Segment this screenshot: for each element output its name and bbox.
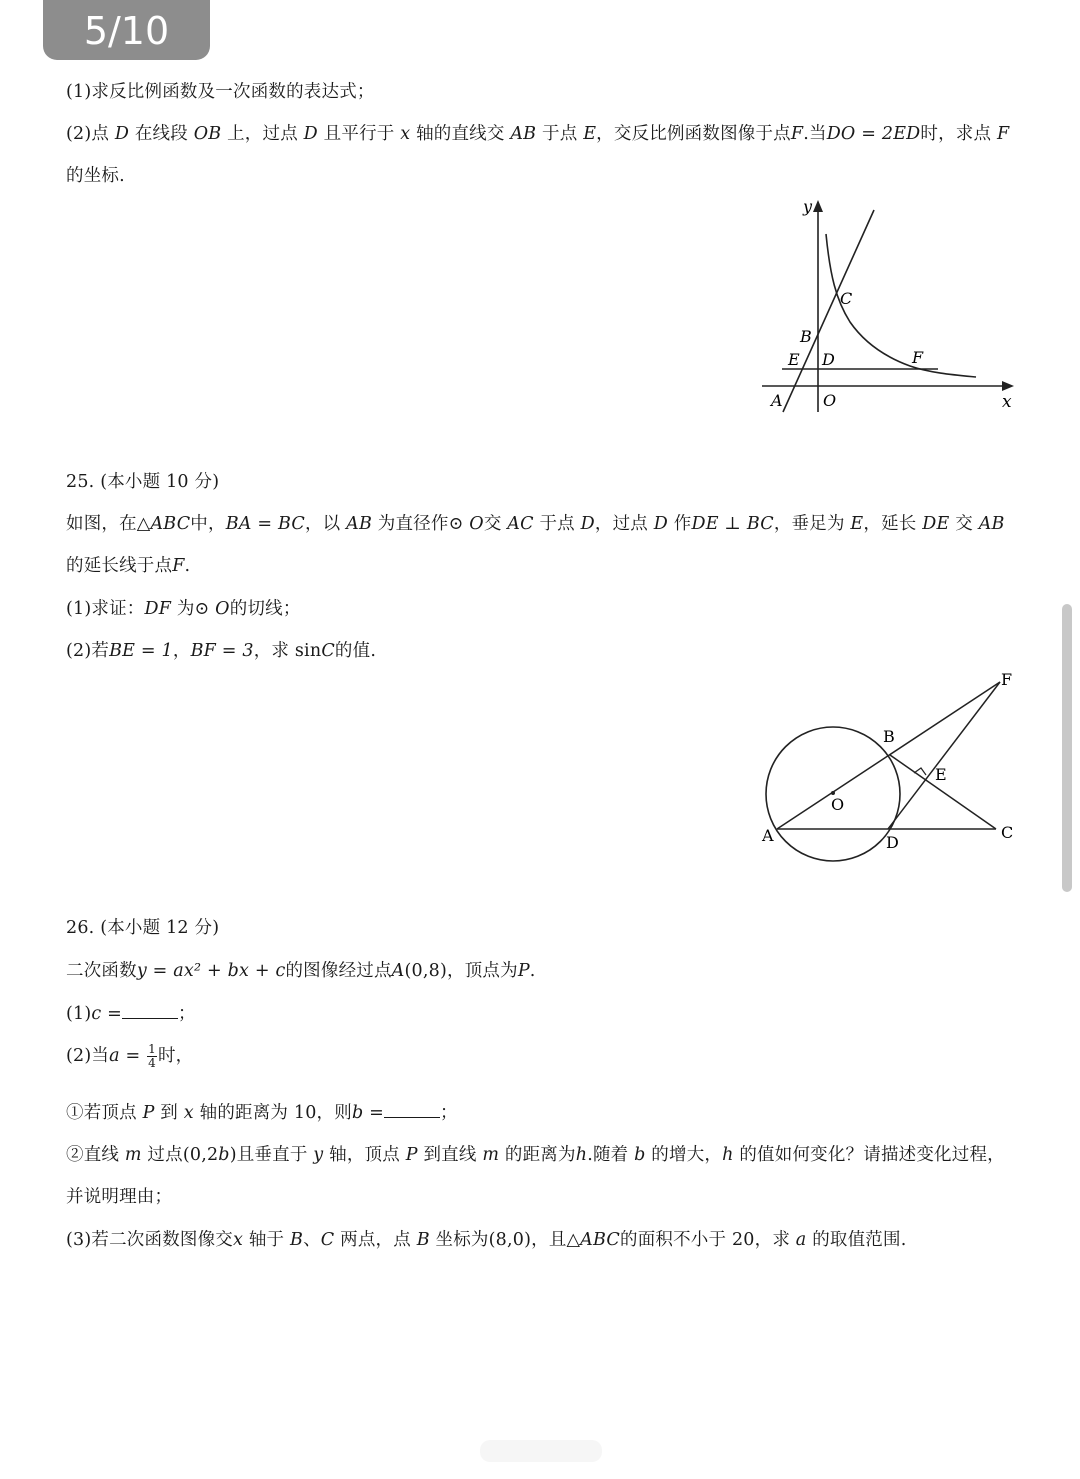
page-indicator: 5/10 xyxy=(43,0,210,60)
q26-stem: 二次函数y = ax² + bx + c的图像经过点A(0,8)，顶点为P. xyxy=(66,961,536,981)
label-c: C xyxy=(840,289,853,308)
label-a: A xyxy=(771,391,783,410)
label-e: E xyxy=(935,765,947,784)
q24-part1: (1)求反比例函数及一次函数的表达式； xyxy=(66,82,375,102)
line-ab xyxy=(783,210,874,412)
q25-part1: (1)求证：DF 为⊙ O的切线； xyxy=(66,599,301,619)
answer-blank-c xyxy=(122,1004,178,1019)
home-indicator xyxy=(480,1440,602,1462)
label-d: D xyxy=(822,350,835,369)
q25-stem-continued: 的延长线于点F. xyxy=(66,556,191,576)
right-angle-mark xyxy=(914,768,926,775)
label-f: F xyxy=(912,348,924,367)
q26-part3: (3)若二次函数图像交x 轴于 B、C 两点，点 B 坐标为(8,0)，且△ABC的面积不小于 20，求 a 的取值范围. xyxy=(66,1230,907,1250)
segment-af xyxy=(777,682,1000,829)
q26-header: 26. (本小题 12 分) xyxy=(66,918,220,938)
label-c: C xyxy=(1001,823,1014,842)
x-axis-arrow xyxy=(1002,381,1014,391)
label-d: D xyxy=(886,833,899,852)
label-e: E xyxy=(788,350,800,369)
q26-sub2-continued: 并说明理由； xyxy=(66,1187,173,1207)
q25-stem: 如图，在△ABC中，BA = BC，以 AB 为直径作⊙ O交 AC 于点 D，过点 D 作DE ⊥ BC，垂足为 E，延长 DE 交 AB xyxy=(66,514,1005,534)
q26-part1: (1)c = ； xyxy=(66,1004,196,1024)
answer-blank-b xyxy=(384,1103,440,1118)
label-o: O xyxy=(831,795,845,814)
label-b: B xyxy=(883,727,895,746)
q24-part2: (2)点 D 在线段 OB 上，过点 D 且平行于 x 轴的直线交 AB 于点 E，交反比例函数图像于点F.当DO = 2ED时，求点 F xyxy=(66,124,1010,144)
label-o: O xyxy=(823,391,837,410)
vertical-scrollbar[interactable] xyxy=(1062,604,1072,892)
label-x: x xyxy=(1002,392,1012,412)
label-b: B xyxy=(800,327,812,346)
segment-df xyxy=(888,682,1000,829)
label-y: y xyxy=(803,197,813,216)
q26-sub1: ①若顶点 P 到 x 轴的距离为 10，则b = ； xyxy=(66,1103,458,1123)
label-f: F xyxy=(1001,670,1013,689)
q25-part2: (2)若BE = 1，BF = 3，求 sinC的值. xyxy=(66,641,377,661)
label-a: A xyxy=(762,826,774,845)
q24-part2-continued: 的坐标. xyxy=(66,166,125,186)
y-axis-arrow xyxy=(813,200,823,212)
fraction-one-quarter: $\frac{1}{4}$ xyxy=(148,1042,156,1070)
q26-part2: (2)当a = $\frac{1}{4}$ 时， xyxy=(66,1042,194,1070)
q24-figure xyxy=(750,190,1030,420)
q26-sub2: ②直线 m 过点(0,2b)且垂直于 y 轴，顶点 P 到直线 m 的距离为h.随着 b 的增大，h 的值如何变化？请描述变化过程， xyxy=(66,1145,1005,1165)
q25-figure xyxy=(750,662,1030,862)
q25-header: 25. (本小题 10 分) xyxy=(66,472,220,492)
